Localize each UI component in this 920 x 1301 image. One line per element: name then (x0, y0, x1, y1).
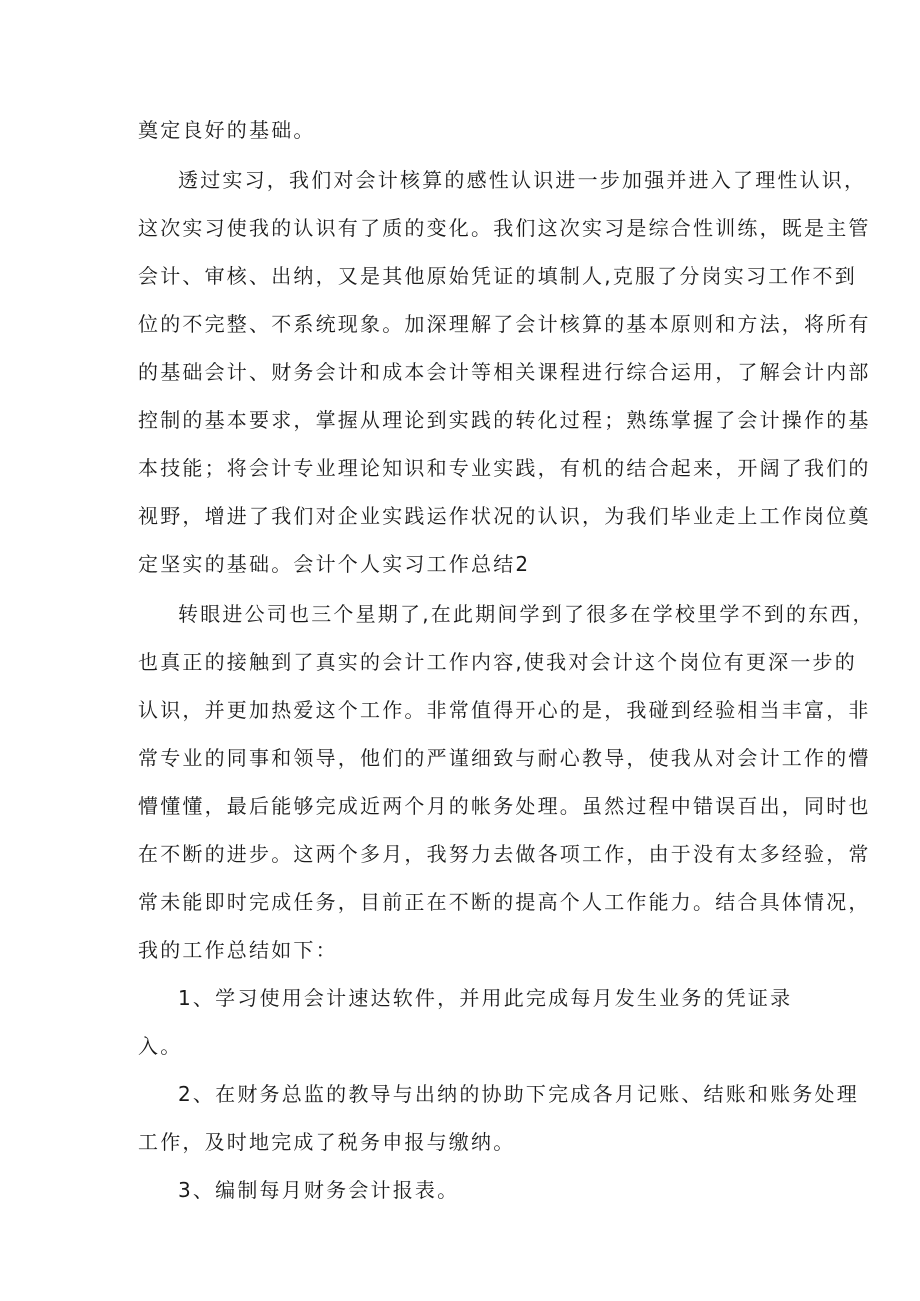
text-line: 本技能；将会计专业理论知识和专业实践，有机的结合起来，开阔了我们的 (138, 456, 871, 480)
text-line: 懵懂懂，最后能够完成近两个月的帐务处理。虽然过程中错误百出，同时也 (138, 794, 871, 818)
text-line: 控制的基本要求，掌握从理论到实践的转化过程；熟练掌握了会计操作的基 (138, 408, 871, 432)
text-line: 位的不完整、不系统现象。加深理解了会计核算的基本原则和方法，将所有 (138, 312, 871, 336)
text-line: 会计、审核、出纳，又是其他原始凭证的填制人,克服了分岗实习工作不到 (138, 264, 857, 288)
text-line: 这次实习使我的认识有了质的变化。我们这次实习是综合性训练，既是主管 (138, 216, 871, 240)
text-line: 常专业的同事和领导，他们的严谨细致与耐心教导，使我从对会计工作的懵 (138, 746, 871, 770)
list-item-1: 1、学习使用会计速达软件，并用此完成每月发生业务的凭证录 (178, 986, 793, 1010)
text-line: 我的工作总结如下： (138, 938, 338, 962)
text-line: 奠定良好的基础。 (138, 118, 316, 142)
text-line: 入。 (138, 1034, 183, 1058)
list-item-3: 3、编制每月财务会计报表。 (178, 1178, 460, 1202)
list-item-2: 2、在财务总监的教导与出纳的协助下完成各月记账、结账和账务处理 (178, 1082, 859, 1106)
paragraph-first-line: 转眼进公司也三个星期了,在此期间学到了很多在学校里学不到的东西， (178, 602, 875, 626)
text-line: 视野，增进了我们对企业实践运作状况的认识，为我们毕业走上工作岗位奠 (138, 504, 871, 528)
text-line: 认识，并更加热爱这个工作。非常值得开心的是，我碰到经验相当丰富，非 (138, 698, 871, 722)
text-line: 的基础会计、财务会计和成本会计等相关课程进行综合运用，了解会计内部 (138, 360, 871, 384)
text-line: 定坚实的基础。会计个人实习工作总结2 (138, 552, 531, 576)
text-line: 工作，及时地完成了税务申报与缴纳。 (138, 1130, 516, 1154)
text-line: 常未能即时完成任务，目前正在不断的提高个人工作能力。结合具体情况， (138, 890, 871, 914)
paragraph-first-line: 透过实习，我们对会计核算的感性认识进一步加强并进入了理性认识， (178, 168, 867, 192)
text-line: 也真正的接触到了真实的会计工作内容,使我对会计这个岗位有更深一步的 (138, 650, 857, 674)
text-line: 在不断的进步。这两个多月，我努力去做各项工作，由于没有太多经验，常 (138, 842, 871, 866)
